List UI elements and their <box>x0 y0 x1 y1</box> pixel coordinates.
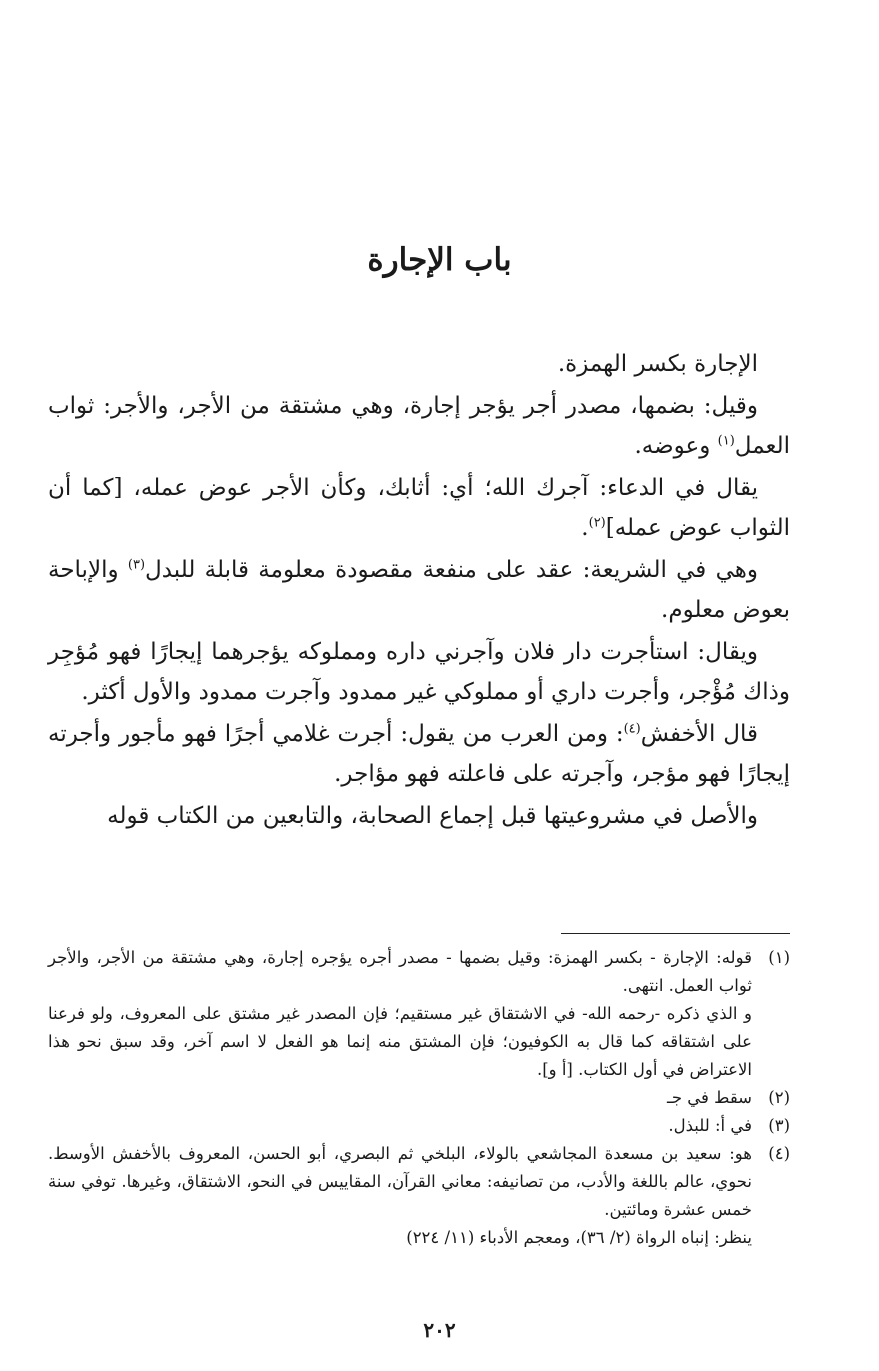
paragraph: الإجارة بكسر الهمزة. <box>557 351 758 377</box>
paragraph: وهي في الشريعة: عقد على منفعة مقصودة معلومة قابلة للبدل$^{(٣)}$ والإباحة بعوض معلوم. <box>48 557 790 623</box>
footnote-number: (٤) <box>768 1144 790 1163</box>
footnote-number: (١) <box>768 948 790 967</box>
footnote-line: قوله: الإجارة - بكسر الهمزة: وقيل بضمها - مصدر أجره يؤجره إجارة، وهي مشتقة من الأجر، والأجر ثواب العمل. انتهى. <box>48 948 752 995</box>
footnote-ref[interactable]: (٢) <box>588 515 606 531</box>
footnote-ref[interactable]: (٤) <box>623 721 641 737</box>
footnote-number: (٣) <box>768 1116 790 1135</box>
footnote-divider <box>561 933 790 934</box>
footnote-ref[interactable]: (١) <box>717 433 735 449</box>
footnote <box>48 1112 790 1140</box>
footnote <box>48 1140 790 1252</box>
page-number: ٢٠٢ <box>423 1318 456 1342</box>
main-text <box>48 344 790 838</box>
paragraph: يقال في الدعاء: آجرك الله؛ أي: أثابك، وكأن الأجر عوض عمله، [كما أن الثواب عوض عمله]$^{(٢)}$. <box>48 475 790 541</box>
paragraph: ويقال: استأجرت دار فلان وآجرني داره ومملوكه يؤجرهما إيجارًا فهو مُؤجِر وذاك مُؤْجر، وأجرت داري أو مملوكي غير ممدود وآجرت ممدود والأول أكثر. <box>48 639 790 705</box>
footnote-number: (٢) <box>768 1088 790 1107</box>
footnote-ref[interactable]: (٣) <box>127 557 146 573</box>
footnote-line: و الذي ذكره -رحمه الله- في الاشتقاق غير مستقيم؛ فإن المصدر غير مشتق على المعروف، ولو فرعنا على اشتقاقه كما قال به الكوفيون؛ فإن المشتق منه إنما هو الفعل لا اسم آخر، وقد سبق نحو هذا الاعتراض في أول الكتاب. [أ و]. <box>48 1004 752 1079</box>
footnote <box>48 944 790 1084</box>
paragraph: قال الأخفش$^{(٤)}$: ومن العرب من يقول: أجرت غلامي أجرًا فهو مأجور وأجرته إيجارًا فهو مؤجر، وآجرته على فاعلته فهو مؤاجر. <box>48 721 790 787</box>
footnote-line: سقط في جـ <box>667 1088 752 1107</box>
footnote-line: ينظر: إنباه الرواة (٢/ ٣٦)، ومعجم الأدباء (١١/ ٢٢٤) <box>406 1228 752 1247</box>
paragraph: وقيل: بضمها، مصدر أجر يؤجر إجارة، وهي مشتقة من الأجر، والأجر: ثواب العمل$^{(١)}$ وعوضه. <box>48 393 790 459</box>
footnote-line: في أ: للبذل. <box>668 1116 752 1135</box>
footnote-line: هو: سعيد بن مسعدة المجاشعي بالولاء، البلخي ثم البصري، أبو الحسن، المعروف بالأخفش الأوسط. نحوي، عالم باللغة والأدب، من تصانيفه: معاني القرآن، المقاييس في النحو، الاشتقاق، وغيرها. توفي سنة خمس عشرة ومائتين. <box>48 1144 752 1219</box>
paragraph: والأصل في مشروعيتها قبل إجماع الصحابة، والتابعين من الكتاب قوله <box>107 803 758 829</box>
chapter-title: باب الإجارة <box>367 242 512 278</box>
footnote <box>48 1084 790 1112</box>
footnotes <box>48 944 790 1252</box>
